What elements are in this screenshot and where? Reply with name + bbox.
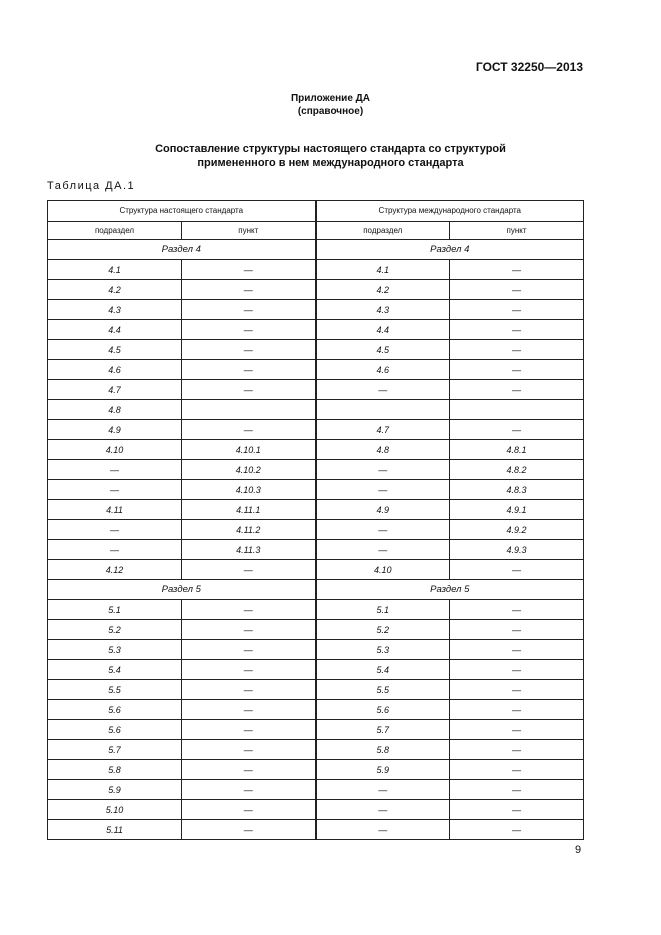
cell-clause-intl: — [450,640,584,660]
cell-subsection-this: 4.1 [48,260,182,280]
cell-clause-this: — [182,380,316,400]
table-row [48,640,584,660]
cell-clause-intl: 4.9.1 [450,500,584,520]
cell-subsection-intl: — [316,820,450,840]
table-body [48,201,584,840]
section-label-right: Раздел 4 [316,240,584,260]
table-row [48,720,584,740]
cell-clause-this: — [182,620,316,640]
cell-clause-intl: — [450,360,584,380]
cell-clause-intl: — [450,420,584,440]
cell-subsection-intl: 5.8 [316,740,450,760]
cell-clause-this: — [182,680,316,700]
cell-clause-this: — [182,660,316,680]
cell-subsection-this: 5.3 [48,640,182,660]
table-row [48,420,584,440]
cell-subsection-intl: 4.6 [316,360,450,380]
cell-subsection-this: 5.2 [48,620,182,640]
cell-clause-intl: — [450,700,584,720]
cell-clause-this: 4.11.3 [182,540,316,560]
subheader-subsection-right: подраздел [316,222,450,240]
subheader-subsection-left: подраздел [48,222,182,240]
table-row [48,260,584,280]
cell-subsection-intl: — [316,540,450,560]
cell-clause-intl: — [450,260,584,280]
cell-subsection-intl: 5.6 [316,700,450,720]
cell-subsection-intl: 4.7 [316,420,450,440]
cell-subsection-this: 5.10 [48,800,182,820]
cell-subsection-intl: 5.3 [316,640,450,660]
cell-clause-intl: 4.9.3 [450,540,584,560]
cell-subsection-this: — [48,460,182,480]
cell-subsection-intl: — [316,460,450,480]
document-code: ГОСТ 32250—2013 [475,60,583,74]
subheader-clause-left: пункт [182,222,316,240]
title-line-2: примененного в нем международного стандарта [197,157,464,169]
cell-subsection-intl: 4.4 [316,320,450,340]
title-line-1: Сопоставление структуры настоящего стандарта со структурой [155,143,506,155]
cell-subsection-this: 5.7 [48,740,182,760]
cell-subsection-this: — [48,520,182,540]
cell-subsection-this: 5.5 [48,680,182,700]
cell-subsection-this: 5.6 [48,700,182,720]
cell-subsection-this: 5.6 [48,720,182,740]
section-label-right: Раздел 5 [316,580,584,600]
table-row [48,600,584,620]
table-row [48,800,584,820]
cell-clause-this: — [182,320,316,340]
cell-subsection-this: 4.8 [48,400,182,420]
cell-clause-intl: — [450,380,584,400]
cell-clause-this: — [182,640,316,660]
cell-clause-intl: — [450,660,584,680]
table-row [48,440,584,460]
cell-subsection-this: 4.4 [48,320,182,340]
cell-clause-this: — [182,740,316,760]
cell-clause-intl [450,400,584,420]
cell-clause-this: — [182,600,316,620]
page-number: 9 [575,844,582,856]
table-caption: Таблица ДА.1 [47,180,136,192]
table-row [48,400,584,420]
section-label-left: Раздел 4 [48,240,316,260]
cell-clause-this: — [182,700,316,720]
cell-clause-intl: — [450,560,584,580]
cell-subsection-this: 4.7 [48,380,182,400]
table-row [48,660,584,680]
cell-subsection-this: 4.12 [48,560,182,580]
cell-subsection-intl: 4.3 [316,300,450,320]
section-row [48,580,584,600]
cell-subsection-intl: 4.1 [316,260,450,280]
table-row [48,500,584,520]
cell-clause-intl: 4.8.3 [450,480,584,500]
section-label-left: Раздел 5 [48,580,316,600]
table-row [48,280,584,300]
table-row [48,700,584,720]
cell-clause-intl: — [450,320,584,340]
cell-clause-this: — [182,820,316,840]
document-title [0,142,661,170]
cell-subsection-this: 5.11 [48,820,182,840]
table-row [48,340,584,360]
cell-clause-this: — [182,300,316,320]
cell-subsection-intl: 5.5 [316,680,450,700]
cell-clause-intl: — [450,680,584,700]
structure-comparison-table [47,200,584,840]
table-row [48,460,584,480]
cell-clause-this: — [182,420,316,440]
cell-subsection-this: 5.9 [48,780,182,800]
table-row [48,380,584,400]
cell-subsection-this: 4.5 [48,340,182,360]
cell-subsection-this: 5.1 [48,600,182,620]
table-row [48,320,584,340]
cell-subsection-intl: 4.8 [316,440,450,460]
table-row [48,740,584,760]
cell-subsection-this: 5.4 [48,660,182,680]
cell-clause-this: — [182,280,316,300]
cell-subsection-intl: 4.9 [316,500,450,520]
cell-subsection-intl: — [316,800,450,820]
cell-clause-intl: — [450,800,584,820]
table-row [48,760,584,780]
cell-subsection-this: — [48,540,182,560]
cell-clause-intl: 4.8.1 [450,440,584,460]
cell-subsection-intl: 5.1 [316,600,450,620]
cell-clause-this: 4.10.1 [182,440,316,460]
cell-subsection-this: 4.9 [48,420,182,440]
cell-clause-intl: — [450,300,584,320]
cell-subsection-this: 4.3 [48,300,182,320]
cell-clause-this: — [182,720,316,740]
appendix-title: Приложение ДА [290,93,371,104]
cell-clause-intl: — [450,780,584,800]
cell-clause-intl: — [450,280,584,300]
cell-clause-this: — [182,800,316,820]
cell-clause-intl: — [450,600,584,620]
cell-subsection-this: 4.10 [48,440,182,460]
table-row [48,540,584,560]
cell-subsection-intl: 5.4 [316,660,450,680]
cell-clause-this [182,400,316,420]
cell-clause-this: — [182,260,316,280]
cell-clause-this: — [182,560,316,580]
cell-subsection-this: 5.8 [48,760,182,780]
section-row [48,240,584,260]
cell-subsection-intl: 4.2 [316,280,450,300]
cell-subsection-this: 4.11 [48,500,182,520]
cell-subsection-intl: 5.2 [316,620,450,640]
cell-clause-this: 4.10.3 [182,480,316,500]
cell-clause-this: 4.10.2 [182,460,316,480]
cell-clause-this: — [182,760,316,780]
cell-subsection-intl [316,400,450,420]
cell-clause-intl: — [450,620,584,640]
table-row [48,520,584,540]
table-row [48,480,584,500]
cell-subsection-intl: — [316,380,450,400]
appendix-heading [0,92,661,118]
cell-clause-intl: — [450,340,584,360]
cell-clause-intl: — [450,820,584,840]
cell-clause-intl: 4.8.2 [450,460,584,480]
table-subheader-row [48,222,584,240]
cell-clause-intl: — [450,720,584,740]
table-header-row [48,201,584,222]
cell-subsection-this: 4.6 [48,360,182,380]
cell-clause-this: — [182,360,316,380]
header-this-standard: Структура настоящего стандарта [48,201,316,222]
cell-subsection-intl: 5.7 [316,720,450,740]
cell-subsection-intl: 5.9 [316,760,450,780]
cell-clause-this: 4.11.1 [182,500,316,520]
cell-clause-intl: — [450,740,584,760]
cell-subsection-intl: — [316,780,450,800]
table-row [48,620,584,640]
table-row [48,680,584,700]
table-row [48,300,584,320]
cell-clause-intl: 4.9.2 [450,520,584,540]
cell-clause-this: — [182,780,316,800]
cell-clause-this: 4.11.2 [182,520,316,540]
cell-subsection-this: — [48,480,182,500]
cell-subsection-intl: 4.5 [316,340,450,360]
cell-subsection-intl: — [316,480,450,500]
header-international-standard: Структура международного стандарта [316,201,584,222]
cell-clause-this: — [182,340,316,360]
cell-subsection-intl: 4.10 [316,560,450,580]
table-row [48,560,584,580]
table-row [48,780,584,800]
table-row [48,360,584,380]
cell-subsection-this: 4.2 [48,280,182,300]
cell-clause-intl: — [450,760,584,780]
subheader-clause-right: пункт [450,222,584,240]
cell-subsection-intl: — [316,520,450,540]
table-row [48,820,584,840]
appendix-note: (справочное) [297,106,364,117]
